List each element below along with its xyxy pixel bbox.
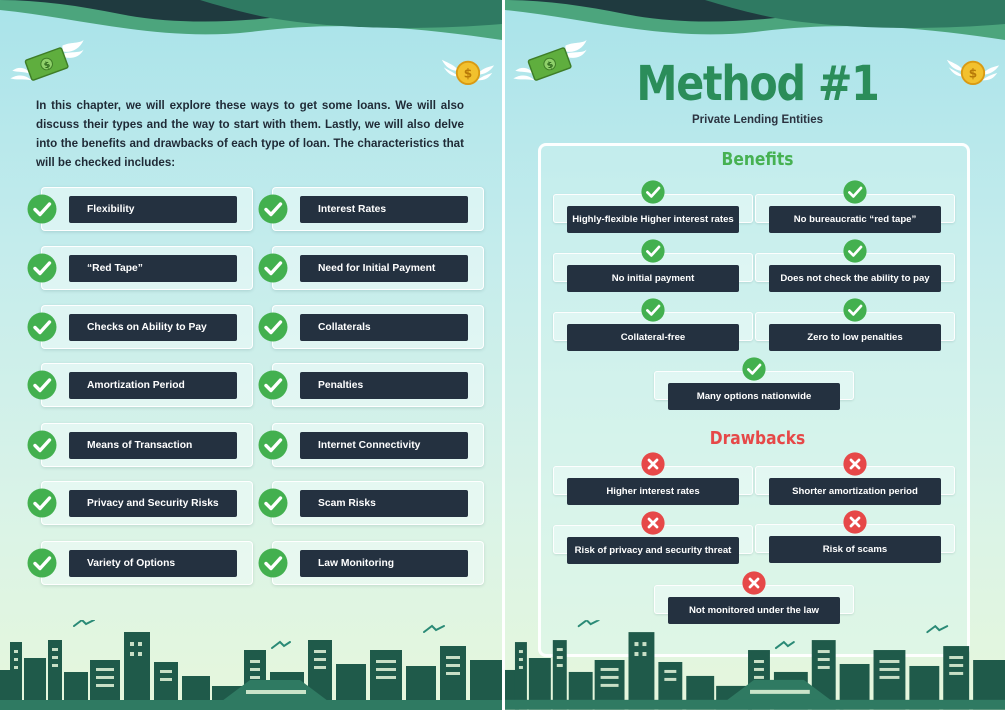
check-icon: [27, 430, 57, 460]
check-icon: [641, 239, 665, 263]
cross-icon: [641, 511, 665, 535]
benefit-label: No initial payment: [567, 265, 739, 292]
benefits-heading: Benefits: [721, 149, 794, 170]
check-icon: [27, 370, 57, 400]
criteria-item: [258, 423, 484, 467]
criteria-label: Need for Initial Payment: [300, 255, 468, 282]
page-subtitle: Private Lending Entities: [692, 114, 823, 126]
check-icon: [27, 548, 57, 578]
check-icon: [843, 180, 867, 204]
criteria-item: [258, 246, 484, 290]
criteria-label: Variety of Options: [69, 550, 237, 577]
benefit-item: [553, 180, 753, 242]
criteria-item: [258, 541, 484, 585]
drawback-label: Risk of scams: [769, 536, 941, 563]
check-icon: [843, 239, 867, 263]
check-icon: [641, 298, 665, 322]
benefit-label: Does not check the ability to pay: [769, 265, 941, 292]
cross-icon: [843, 510, 867, 534]
intro-paragraph: In this chapter, we will explore these ways to get some loans. We will also discuss their types and the way to start with them. Lastly, we will also delve into the benefits and drawbacks of each type of loan. The characteristics that will be checked includes:: [36, 99, 464, 169]
criteria-item: [27, 363, 253, 407]
criteria-item: [258, 481, 484, 525]
page-title: Method #1: [636, 56, 879, 112]
benefit-label: Collateral-free: [567, 324, 739, 351]
drawback-label: Higher interest rates: [567, 478, 739, 505]
cross-icon: [641, 452, 665, 476]
criteria-item: [258, 305, 484, 349]
criteria-item: [27, 481, 253, 525]
criteria-label: Penalties: [300, 372, 468, 399]
check-icon: [27, 194, 57, 224]
check-icon: [742, 357, 766, 381]
criteria-label: Amortization Period: [69, 372, 237, 399]
criteria-item: [27, 246, 253, 290]
drawback-item: [755, 510, 955, 572]
drawback-item: [553, 511, 753, 573]
check-icon: [27, 488, 57, 518]
criteria-label: Interest Rates: [300, 196, 468, 223]
criteria-label: Flexibility: [69, 196, 237, 223]
benefit-item: [755, 298, 955, 360]
check-icon: [258, 430, 288, 460]
benefit-label: Zero to low penalties: [769, 324, 941, 351]
check-icon: [258, 548, 288, 578]
cross-icon: [742, 571, 766, 595]
check-icon: [27, 253, 57, 283]
criteria-label: Law Monitoring: [300, 550, 468, 577]
criteria-item: [27, 541, 253, 585]
benefit-label: No bureaucratic “red tape”: [769, 206, 941, 233]
cross-icon: [843, 452, 867, 476]
flying-money-icon: [8, 36, 86, 90]
criteria-item: [27, 423, 253, 467]
criteria-item: [258, 363, 484, 407]
check-icon: [641, 180, 665, 204]
drawbacks-heading: Drawbacks: [709, 428, 806, 449]
criteria-item: [27, 187, 253, 231]
check-icon: [843, 298, 867, 322]
check-icon: [27, 312, 57, 342]
check-icon: [258, 312, 288, 342]
check-icon: [258, 253, 288, 283]
benefit-item: [755, 180, 955, 242]
benefit-label: Many options nationwide: [668, 383, 840, 410]
criteria-label: Collaterals: [300, 314, 468, 341]
benefit-item: [654, 357, 854, 419]
criteria-label: Internet Connectivity: [300, 432, 468, 459]
criteria-label: Privacy and Security Risks: [69, 490, 237, 517]
flying-coin-icon: [440, 52, 496, 90]
drawback-label: Shorter amortization period: [769, 478, 941, 505]
drawback-label: Not monitored under the law: [668, 597, 840, 624]
drawback-label: Risk of privacy and security threat: [567, 537, 739, 564]
benefit-item: [553, 239, 753, 301]
check-icon: [258, 370, 288, 400]
benefit-label: Highly-flexible Higher interest rates: [567, 206, 739, 233]
benefit-item: [755, 239, 955, 301]
check-icon: [258, 488, 288, 518]
criteria-item: [27, 305, 253, 349]
left-page: [0, 0, 502, 710]
drawback-item: [755, 452, 955, 514]
benefit-item: [553, 298, 753, 360]
criteria-label: Scam Risks: [300, 490, 468, 517]
city-skyline: [0, 610, 502, 710]
criteria-item: [258, 187, 484, 231]
drawback-item: [553, 452, 753, 514]
criteria-label: “Red Tape”: [69, 255, 237, 282]
check-icon: [258, 194, 288, 224]
criteria-label: Means of Transaction: [69, 432, 237, 459]
right-page: [505, 0, 1005, 710]
city-skyline: [505, 610, 1005, 710]
criteria-label: Checks on Ability to Pay: [69, 314, 237, 341]
